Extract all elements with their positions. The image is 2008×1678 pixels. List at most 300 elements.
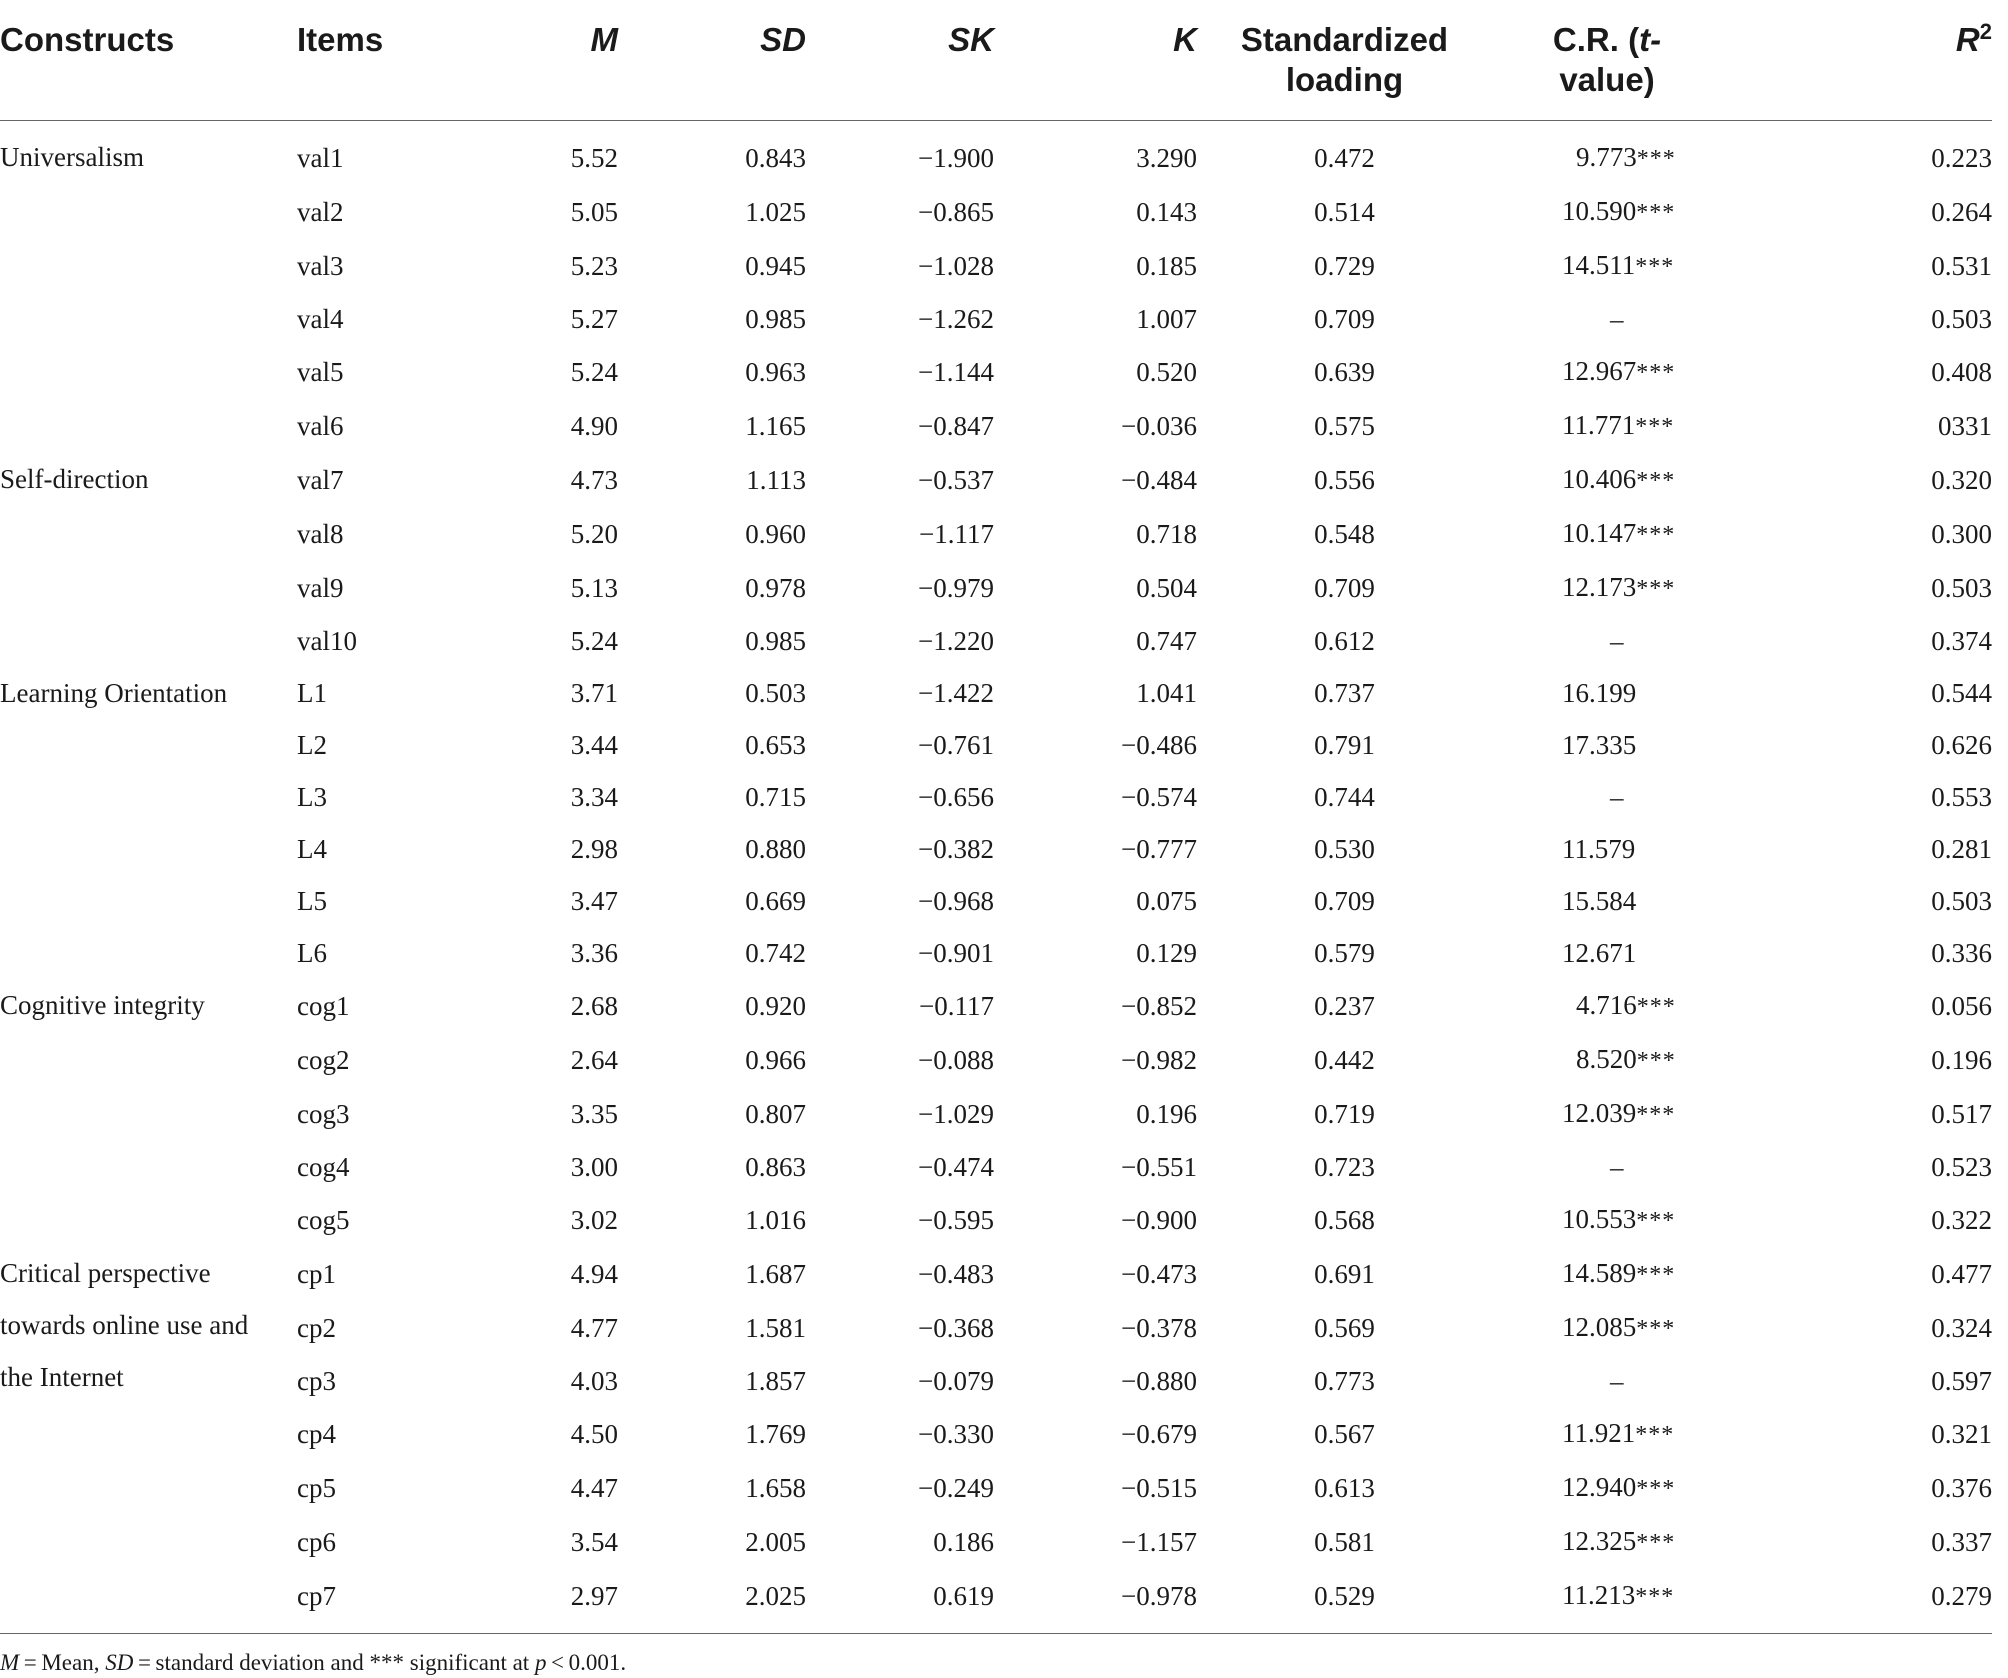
table-row <box>0 561 1992 615</box>
r-squared-cell: 0.477 <box>1722 1247 1992 1301</box>
critical-ratio-cell <box>1492 345 1722 399</box>
critical-ratio-cell <box>1492 979 1722 1033</box>
table-row <box>0 121 1992 186</box>
construct-cell <box>0 719 297 771</box>
footnote-p-text: < 0.001. <box>546 1650 626 1675</box>
significance-marker: *** <box>1637 994 1676 1020</box>
significance-marker: *** <box>1636 468 1675 494</box>
critical-ratio-value: 12.173 <box>1562 572 1636 602</box>
table-header <box>0 0 1992 121</box>
item-cell: cp1 <box>297 1247 483 1301</box>
critical-ratio-value: 12.940 <box>1562 1472 1636 1502</box>
r-squared-cell: 0.264 <box>1722 185 1992 239</box>
significance-marker: *** <box>1636 1208 1675 1234</box>
critical-ratio-cell <box>1492 185 1722 239</box>
critical-ratio-value: 15.584 <box>1562 886 1636 916</box>
construct-cell <box>0 1461 297 1515</box>
skewness-cell: −0.249 <box>806 1461 994 1515</box>
loading-cell: 0.575 <box>1197 399 1492 453</box>
sd-cell: 0.503 <box>618 667 806 719</box>
critical-ratio-value: 17.335 <box>1562 730 1636 760</box>
construct-cell <box>0 1193 297 1247</box>
kurtosis-cell: 0.504 <box>994 561 1197 615</box>
sd-cell: 2.025 <box>618 1569 806 1634</box>
r-squared-cell: 0.300 <box>1722 507 1992 561</box>
table-row <box>0 927 1992 979</box>
mean-cell: 3.54 <box>483 1515 618 1569</box>
significance-marker: *** <box>1637 146 1676 172</box>
skewness-cell: −1.262 <box>806 293 994 345</box>
table-row <box>0 185 1992 239</box>
item-cell: val9 <box>297 561 483 615</box>
table-row <box>0 667 1992 719</box>
significance-marker: *** <box>1636 522 1675 548</box>
critical-ratio-cell <box>1492 293 1722 345</box>
critical-ratio-value: – <box>1610 304 1624 334</box>
construct-cell <box>0 561 297 615</box>
construct-cell <box>0 979 297 1033</box>
critical-ratio-cell <box>1492 927 1722 979</box>
table-row <box>0 345 1992 399</box>
item-cell: cp3 <box>297 1355 483 1407</box>
critical-ratio-cell <box>1492 399 1722 453</box>
mean-cell: 4.50 <box>483 1407 618 1461</box>
loading-cell: 0.719 <box>1197 1087 1492 1141</box>
r-squared-cell: 0.408 <box>1722 345 1992 399</box>
critical-ratio-value: 11.213 <box>1562 1580 1635 1610</box>
construct-cell <box>0 185 297 239</box>
item-cell: L5 <box>297 875 483 927</box>
critical-ratio-cell <box>1492 1569 1722 1634</box>
mean-cell: 3.00 <box>483 1141 618 1193</box>
critical-ratio-value: 11.579 <box>1562 834 1635 864</box>
critical-ratio-value: – <box>1610 782 1624 812</box>
critical-ratio-cell <box>1492 823 1722 875</box>
skewness-cell: −0.865 <box>806 185 994 239</box>
header-cr-prefix: C.R. ( <box>1553 21 1639 58</box>
header-critical-ratio <box>1492 0 1722 121</box>
kurtosis-cell: −0.484 <box>994 453 1197 507</box>
item-cell: cog1 <box>297 979 483 1033</box>
critical-ratio-value: 4.716 <box>1576 990 1637 1020</box>
skewness-cell: −1.028 <box>806 239 994 293</box>
kurtosis-cell: 0.185 <box>994 239 1197 293</box>
r-squared-cell: 0.056 <box>1722 979 1992 1033</box>
mean-cell: 3.47 <box>483 875 618 927</box>
skewness-cell: −1.900 <box>806 121 994 186</box>
significance-marker: *** <box>1635 254 1674 280</box>
construct-cell <box>0 927 297 979</box>
skewness-cell: −0.474 <box>806 1141 994 1193</box>
critical-ratio-cell <box>1492 1355 1722 1407</box>
r-squared-cell: 0.324 <box>1722 1301 1992 1355</box>
sd-cell: 0.920 <box>618 979 806 1033</box>
loading-cell: 0.723 <box>1197 1141 1492 1193</box>
sd-cell: 1.687 <box>618 1247 806 1301</box>
kurtosis-cell: −0.777 <box>994 823 1197 875</box>
critical-ratio-cell <box>1492 875 1722 927</box>
mean-cell: 4.94 <box>483 1247 618 1301</box>
critical-ratio-value: 9.773 <box>1576 142 1637 172</box>
loading-cell: 0.442 <box>1197 1033 1492 1087</box>
loading-cell: 0.691 <box>1197 1247 1492 1301</box>
table-row <box>0 293 1992 345</box>
loading-cell: 0.548 <box>1197 507 1492 561</box>
mean-cell: 5.20 <box>483 507 618 561</box>
critical-ratio-cell <box>1492 1033 1722 1087</box>
loading-cell: 0.579 <box>1197 927 1492 979</box>
item-cell: cog5 <box>297 1193 483 1247</box>
critical-ratio-cell <box>1492 615 1722 667</box>
skewness-cell: −0.901 <box>806 927 994 979</box>
loading-cell: 0.773 <box>1197 1355 1492 1407</box>
mean-cell: 3.35 <box>483 1087 618 1141</box>
skewness-cell: −1.220 <box>806 615 994 667</box>
mean-cell: 3.02 <box>483 1193 618 1247</box>
critical-ratio-value: – <box>1610 1366 1624 1396</box>
construct-cell <box>0 1141 297 1193</box>
footnote-sd-symbol: SD <box>105 1650 133 1675</box>
item-cell: cp6 <box>297 1515 483 1569</box>
kurtosis-cell: −0.515 <box>994 1461 1197 1515</box>
construct-cell <box>0 1515 297 1569</box>
skewness-cell: −1.144 <box>806 345 994 399</box>
r-squared-cell: 0.279 <box>1722 1569 1992 1634</box>
construct-label: Universalism <box>0 131 297 183</box>
critical-ratio-value: 10.406 <box>1562 464 1636 494</box>
header-skewness: SK <box>806 0 994 121</box>
loading-cell: 0.568 <box>1197 1193 1492 1247</box>
item-cell: L1 <box>297 667 483 719</box>
r-squared-cell: 0.597 <box>1722 1355 1992 1407</box>
loading-cell: 0.709 <box>1197 561 1492 615</box>
skewness-cell: −0.968 <box>806 875 994 927</box>
header-items: Items <box>297 0 483 121</box>
loading-cell: 0.237 <box>1197 979 1492 1033</box>
critical-ratio-value: 10.147 <box>1562 518 1636 548</box>
critical-ratio-cell <box>1492 121 1722 186</box>
skewness-cell: 0.619 <box>806 1569 994 1634</box>
kurtosis-cell: 0.075 <box>994 875 1197 927</box>
kurtosis-cell: −0.473 <box>994 1247 1197 1301</box>
loading-cell: 0.791 <box>1197 719 1492 771</box>
table-row <box>0 1193 1992 1247</box>
skewness-cell: −0.847 <box>806 399 994 453</box>
loading-cell: 0.613 <box>1197 1461 1492 1515</box>
critical-ratio-cell <box>1492 1087 1722 1141</box>
loading-cell: 0.567 <box>1197 1407 1492 1461</box>
header-standardized-loading <box>1197 0 1492 121</box>
mean-cell: 5.27 <box>483 293 618 345</box>
mean-cell: 3.71 <box>483 667 618 719</box>
kurtosis-cell: −0.679 <box>994 1407 1197 1461</box>
item-cell: cp4 <box>297 1407 483 1461</box>
significance-marker: *** <box>1636 1530 1675 1556</box>
critical-ratio-value: 12.325 <box>1562 1526 1636 1556</box>
critical-ratio-value: 12.671 <box>1562 938 1636 968</box>
table-row <box>0 1033 1992 1087</box>
loading-cell: 0.709 <box>1197 293 1492 345</box>
table-row <box>0 399 1992 453</box>
mean-cell: 4.03 <box>483 1355 618 1407</box>
kurtosis-cell: −0.978 <box>994 1569 1197 1634</box>
mean-cell: 4.90 <box>483 399 618 453</box>
table-row <box>0 1461 1992 1515</box>
kurtosis-cell: 3.290 <box>994 121 1197 186</box>
skewness-cell: 0.186 <box>806 1515 994 1569</box>
table-body <box>0 121 1992 1634</box>
r-squared-cell: 0.322 <box>1722 1193 1992 1247</box>
r-squared-cell: 0.503 <box>1722 293 1992 345</box>
critical-ratio-value: 14.589 <box>1562 1258 1636 1288</box>
kurtosis-cell: −0.036 <box>994 399 1197 453</box>
skewness-cell: −0.483 <box>806 1247 994 1301</box>
sd-cell: 1.769 <box>618 1407 806 1461</box>
mean-cell: 2.97 <box>483 1569 618 1634</box>
kurtosis-cell: 0.747 <box>994 615 1197 667</box>
critical-ratio-cell <box>1492 1141 1722 1193</box>
mean-cell: 3.36 <box>483 927 618 979</box>
mean-cell: 5.24 <box>483 345 618 399</box>
sd-cell: 0.807 <box>618 1087 806 1141</box>
item-cell: cp2 <box>297 1301 483 1355</box>
construct-cell <box>0 823 297 875</box>
critical-ratio-cell <box>1492 239 1722 293</box>
header-cr-line1 <box>1553 21 1661 58</box>
kurtosis-cell: −0.551 <box>994 1141 1197 1193</box>
sd-cell: 1.025 <box>618 185 806 239</box>
critical-ratio-value: 12.967 <box>1562 356 1636 386</box>
item-cell: L3 <box>297 771 483 823</box>
r-squared-cell: 0.376 <box>1722 1461 1992 1515</box>
loading-cell: 0.529 <box>1197 1569 1492 1634</box>
construct-cell <box>0 239 297 293</box>
table-row <box>0 1569 1992 1634</box>
skewness-cell: −1.029 <box>806 1087 994 1141</box>
r-squared-cell: 0.374 <box>1722 615 1992 667</box>
r-squared-cell: 0.281 <box>1722 823 1992 875</box>
critical-ratio-value: 14.511 <box>1562 250 1635 280</box>
table-row <box>0 1301 1992 1355</box>
sd-cell: 0.945 <box>618 239 806 293</box>
kurtosis-cell: −1.157 <box>994 1515 1197 1569</box>
header-loading-line2: loading <box>1286 61 1403 98</box>
table-row <box>0 507 1992 561</box>
construct-label: Self-direction <box>0 453 297 505</box>
loading-cell: 0.569 <box>1197 1301 1492 1355</box>
loading-cell: 0.472 <box>1197 121 1492 186</box>
header-constructs: Constructs <box>0 0 297 121</box>
kurtosis-cell: −0.982 <box>994 1033 1197 1087</box>
critical-ratio-value: 12.039 <box>1562 1098 1636 1128</box>
table-row <box>0 1087 1992 1141</box>
sd-cell: 0.978 <box>618 561 806 615</box>
critical-ratio-value: – <box>1610 1152 1624 1182</box>
footnote-sd-text: = standard deviation and *** significant at <box>133 1650 535 1675</box>
r-squared-cell: 0331 <box>1722 399 1992 453</box>
construct-cell <box>0 345 297 399</box>
r-squared-cell: 0.503 <box>1722 875 1992 927</box>
sd-cell: 0.880 <box>618 823 806 875</box>
table-row <box>0 875 1992 927</box>
construct-cell <box>0 453 297 507</box>
r-squared-cell: 0.320 <box>1722 453 1992 507</box>
construct-cell <box>0 507 297 561</box>
construct-cell <box>0 1033 297 1087</box>
r-squared-cell: 0.517 <box>1722 1087 1992 1141</box>
loading-cell: 0.530 <box>1197 823 1492 875</box>
critical-ratio-value: – <box>1610 626 1624 656</box>
sd-cell: 0.966 <box>618 1033 806 1087</box>
item-cell: cog3 <box>297 1087 483 1141</box>
r-squared-cell: 0.503 <box>1722 561 1992 615</box>
sd-cell: 0.963 <box>618 345 806 399</box>
table-row <box>0 719 1992 771</box>
item-cell: val8 <box>297 507 483 561</box>
sd-cell: 1.581 <box>618 1301 806 1355</box>
significance-marker: *** <box>1637 1048 1676 1074</box>
loading-cell: 0.514 <box>1197 185 1492 239</box>
critical-ratio-value: 10.553 <box>1562 1204 1636 1234</box>
sd-cell: 0.863 <box>618 1141 806 1193</box>
sd-cell: 1.016 <box>618 1193 806 1247</box>
mean-cell: 5.23 <box>483 239 618 293</box>
construct-cell <box>0 399 297 453</box>
item-cell: cog2 <box>297 1033 483 1087</box>
construct-label: Critical perspective <box>0 1247 248 1299</box>
table-row <box>0 239 1992 293</box>
significance-marker: *** <box>1636 1476 1675 1502</box>
loading-cell: 0.612 <box>1197 615 1492 667</box>
r-squared-cell: 0.336 <box>1722 927 1992 979</box>
skewness-cell: −0.088 <box>806 1033 994 1087</box>
kurtosis-cell: −0.486 <box>994 719 1197 771</box>
item-cell: L6 <box>297 927 483 979</box>
r-squared-cell: 0.337 <box>1722 1515 1992 1569</box>
kurtosis-cell: −0.900 <box>994 1193 1197 1247</box>
skewness-cell: −1.422 <box>806 667 994 719</box>
kurtosis-cell: −0.880 <box>994 1355 1197 1407</box>
critical-ratio-value: 8.520 <box>1576 1044 1637 1074</box>
footnote-p-symbol: p <box>535 1650 547 1675</box>
header-cr-t: t- <box>1639 21 1661 58</box>
skewness-cell: −0.761 <box>806 719 994 771</box>
mean-cell: 2.68 <box>483 979 618 1033</box>
construct-cell <box>0 1569 297 1634</box>
skewness-cell: −0.368 <box>806 1301 994 1355</box>
skewness-cell: −1.117 <box>806 507 994 561</box>
table-row <box>0 771 1992 823</box>
skewness-cell: −0.079 <box>806 1355 994 1407</box>
kurtosis-cell: −0.852 <box>994 979 1197 1033</box>
header-cr-line2: value) <box>1559 61 1654 98</box>
mean-cell: 2.98 <box>483 823 618 875</box>
header-r2-base: R <box>1956 21 1980 58</box>
kurtosis-cell: 0.129 <box>994 927 1197 979</box>
skewness-cell: −0.117 <box>806 979 994 1033</box>
table-row <box>0 1407 1992 1461</box>
construct-cell <box>0 771 297 823</box>
significance-marker: *** <box>1636 360 1675 386</box>
significance-marker: *** <box>1636 1262 1675 1288</box>
loading-cell: 0.556 <box>1197 453 1492 507</box>
item-cell: val3 <box>297 239 483 293</box>
header-r2-sup: 2 <box>1980 19 1992 44</box>
r-squared-cell: 0.544 <box>1722 667 1992 719</box>
construct-label: Learning Orientation <box>0 667 297 719</box>
r-squared-cell: 0.626 <box>1722 719 1992 771</box>
construct-cell <box>0 293 297 345</box>
r-squared-cell: 0.553 <box>1722 771 1992 823</box>
critical-ratio-cell <box>1492 1301 1722 1355</box>
header-kurtosis: K <box>994 0 1197 121</box>
table-row <box>0 1141 1992 1193</box>
critical-ratio-value: 11.771 <box>1562 410 1635 440</box>
sd-cell: 0.985 <box>618 615 806 667</box>
significance-marker: *** <box>1636 1316 1675 1342</box>
critical-ratio-value: 10.590 <box>1562 196 1636 226</box>
item-cell: val7 <box>297 453 483 507</box>
item-cell: val2 <box>297 185 483 239</box>
critical-ratio-cell <box>1492 561 1722 615</box>
skewness-cell: −0.979 <box>806 561 994 615</box>
construct-cell <box>0 875 297 927</box>
skewness-cell: −0.537 <box>806 453 994 507</box>
construct-cell <box>0 615 297 667</box>
header-sd: SD <box>618 0 806 121</box>
kurtosis-cell: 0.718 <box>994 507 1197 561</box>
loading-cell: 0.744 <box>1197 771 1492 823</box>
loading-cell: 0.639 <box>1197 345 1492 399</box>
critical-ratio-cell <box>1492 453 1722 507</box>
construct-cell <box>0 1087 297 1141</box>
mean-cell: 4.73 <box>483 453 618 507</box>
loading-cell: 0.737 <box>1197 667 1492 719</box>
kurtosis-cell: 0.143 <box>994 185 1197 239</box>
mean-cell: 2.64 <box>483 1033 618 1087</box>
critical-ratio-cell <box>1492 1461 1722 1515</box>
item-cell: L2 <box>297 719 483 771</box>
critical-ratio-cell <box>1492 1193 1722 1247</box>
critical-ratio-value: 16.199 <box>1562 678 1636 708</box>
significance-marker: *** <box>1635 414 1674 440</box>
kurtosis-cell: 0.196 <box>994 1087 1197 1141</box>
item-cell: cp7 <box>297 1569 483 1634</box>
kurtosis-cell: 1.007 <box>994 293 1197 345</box>
loading-cell: 0.729 <box>1197 239 1492 293</box>
construct-label: towards online use and <box>0 1299 248 1351</box>
skewness-cell: −0.330 <box>806 1407 994 1461</box>
sd-cell: 0.843 <box>618 121 806 186</box>
construct-cell <box>0 1407 297 1461</box>
critical-ratio-cell <box>1492 507 1722 561</box>
significance-marker: *** <box>1636 576 1675 602</box>
header-r-squared <box>1722 0 1992 121</box>
table-row <box>0 1355 1992 1407</box>
construct-cell <box>0 121 297 186</box>
construct-label: the Internet <box>0 1351 248 1403</box>
table-row <box>0 615 1992 667</box>
item-cell: val4 <box>297 293 483 345</box>
mean-cell: 3.44 <box>483 719 618 771</box>
critical-ratio-cell <box>1492 1515 1722 1569</box>
sd-cell: 0.742 <box>618 927 806 979</box>
table-row <box>0 453 1992 507</box>
footnote-m-symbol: M <box>0 1650 19 1675</box>
table-row <box>0 979 1992 1033</box>
critical-ratio-value: 11.921 <box>1562 1418 1635 1448</box>
significance-marker: *** <box>1636 200 1675 226</box>
